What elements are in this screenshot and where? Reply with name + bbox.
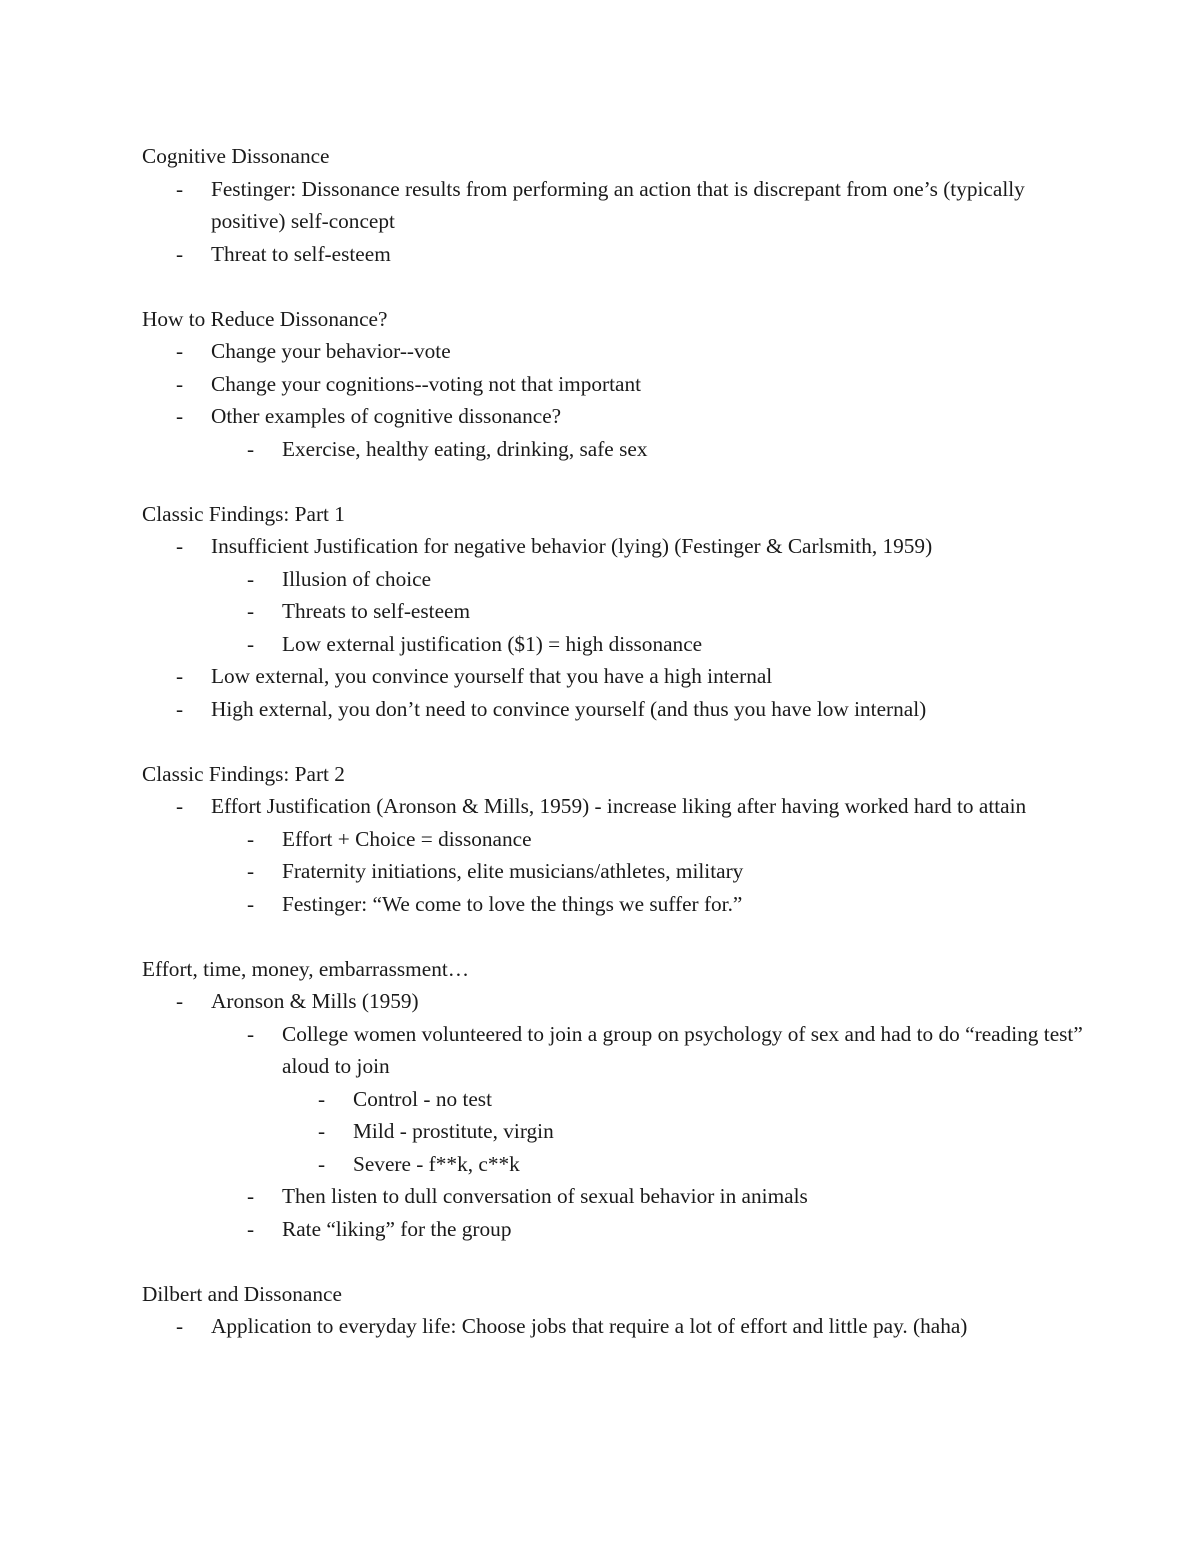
bullet-text: Severe - f**k, c**k (353, 1151, 520, 1176)
bullet-text: Insufficient Justification for negative behavior (lying) (Festinger & Carlsmith, 1959) (211, 534, 933, 558)
bullet-text: Low external justification ($1) = high dissonance (282, 631, 703, 656)
dash-bullet-icon: - (247, 891, 255, 916)
bullet-item (142, 1148, 1102, 1181)
bullet-item (142, 985, 1102, 1018)
bullet-item (142, 693, 1102, 726)
dash-bullet-icon: - (247, 1184, 255, 1208)
bullet-list (142, 1310, 1102, 1343)
bullet-item (142, 1083, 1102, 1116)
dash-bullet-icon: - (247, 826, 255, 851)
bullet-item (142, 1180, 1102, 1213)
dash-bullet-icon: - (247, 631, 255, 656)
bullet-item (142, 660, 1102, 693)
bullet-text: Mild - prostitute, virgin (353, 1119, 554, 1143)
bullet-item (142, 335, 1102, 368)
bullet-text: Aronson & Mills (1959) (211, 989, 419, 1013)
dash-bullet-icon: - (247, 599, 255, 623)
dash-bullet-icon: - (176, 534, 184, 558)
bullet-item (142, 1115, 1102, 1148)
dash-bullet-icon: - (176, 794, 184, 818)
bullet-text: Low external, you convince yourself that you have a high internal (211, 664, 773, 688)
dash-bullet-icon: - (176, 989, 184, 1013)
dash-bullet-icon: - (176, 339, 184, 363)
dash-bullet-icon: - (318, 1119, 326, 1143)
bullet-list (142, 530, 1102, 725)
bullet-text: Change your behavior--vote (211, 339, 451, 363)
bullet-text: Change your cognitions--voting not that important (211, 371, 642, 396)
bullet-text: Threats to self-esteem (282, 599, 471, 623)
dash-bullet-icon: - (247, 1216, 255, 1241)
bullet-list (142, 335, 1102, 465)
dash-bullet-icon: - (176, 404, 184, 428)
bullet-list (142, 985, 1102, 1245)
section-heading: Cognitive Dissonance (142, 144, 330, 168)
bullet-item (142, 790, 1102, 823)
bullet-text: Festinger: Dissonance results from performing an action that is discrepant from one’s (typically positive) self-concept (211, 176, 1025, 233)
bullet-item (142, 368, 1102, 401)
bullet-list (142, 173, 1102, 271)
bullet-item (142, 173, 1102, 238)
bullet-item (142, 1018, 1102, 1083)
section-heading: Dilbert and Dissonance (142, 1281, 342, 1306)
bullet-item (142, 433, 1102, 466)
dash-bullet-icon: - (247, 859, 255, 883)
bullet-item (142, 400, 1102, 433)
section-heading: Classic Findings: Part 2 (142, 761, 345, 786)
dash-bullet-icon: - (176, 371, 184, 396)
dash-bullet-icon: - (247, 566, 255, 591)
dash-bullet-icon: - (176, 696, 184, 721)
notes-section (142, 758, 1102, 921)
bullet-text: Then listen to dull conversation of sexual behavior in animals (282, 1184, 808, 1208)
bullet-text: Other examples of cognitive dissonance? (211, 404, 562, 428)
dash-bullet-icon: - (176, 664, 184, 688)
bullet-item (142, 823, 1102, 856)
section-heading: Classic Findings: Part 1 (142, 501, 345, 526)
bullet-text: Fraternity initiations, elite musicians/athletes, military (282, 859, 744, 883)
bullet-item (142, 1213, 1102, 1246)
notes-section (142, 140, 1102, 270)
bullet-item (142, 238, 1102, 271)
bullet-text: Rate “liking” for the group (282, 1216, 512, 1241)
bullet-text: College women volunteered to join a group on psychology of sex and had to do “reading test” aloud to join (282, 1021, 1083, 1078)
bullet-text: Threat to self-esteem (211, 241, 391, 266)
dash-bullet-icon: - (247, 436, 255, 461)
bullet-item (142, 888, 1102, 921)
section-heading: How to Reduce Dissonance? (142, 306, 388, 331)
bullet-text: High external, you don’t need to convince yourself (and thus you have low internal) (211, 696, 927, 721)
bullet-text: Control - no test (353, 1086, 493, 1111)
dash-bullet-icon: - (318, 1086, 326, 1111)
bullet-item (142, 628, 1102, 661)
bullet-item (142, 563, 1102, 596)
dash-bullet-icon: - (176, 241, 184, 266)
notes-section (142, 498, 1102, 726)
dash-bullet-icon: - (318, 1151, 326, 1176)
notes-section (142, 953, 1102, 1246)
bullet-text: Exercise, healthy eating, drinking, safe sex (282, 436, 648, 461)
bullet-list (142, 790, 1102, 920)
dash-bullet-icon: - (176, 1314, 184, 1338)
dash-bullet-icon: - (247, 1021, 255, 1046)
bullet-item (142, 855, 1102, 888)
document-page (142, 140, 1102, 1375)
bullet-text: Illusion of choice (282, 566, 432, 591)
section-heading: Effort, time, money, embarrassment… (142, 956, 470, 981)
bullet-text: Festinger: “We come to love the things we suffer for.” (282, 891, 743, 916)
bullet-item (142, 530, 1102, 563)
bullet-item (142, 595, 1102, 628)
dash-bullet-icon: - (176, 176, 184, 201)
bullet-text: Application to everyday life: Choose jobs that require a lot of effort and little pay. (haha) (211, 1314, 968, 1338)
notes-section (142, 1278, 1102, 1343)
bullet-text: Effort Justification (Aronson & Mills, 1959) - increase liking after having worked hard to attain (211, 794, 1027, 818)
bullet-text: Effort + Choice = dissonance (282, 826, 532, 851)
bullet-item (142, 1310, 1102, 1343)
notes-section (142, 303, 1102, 466)
